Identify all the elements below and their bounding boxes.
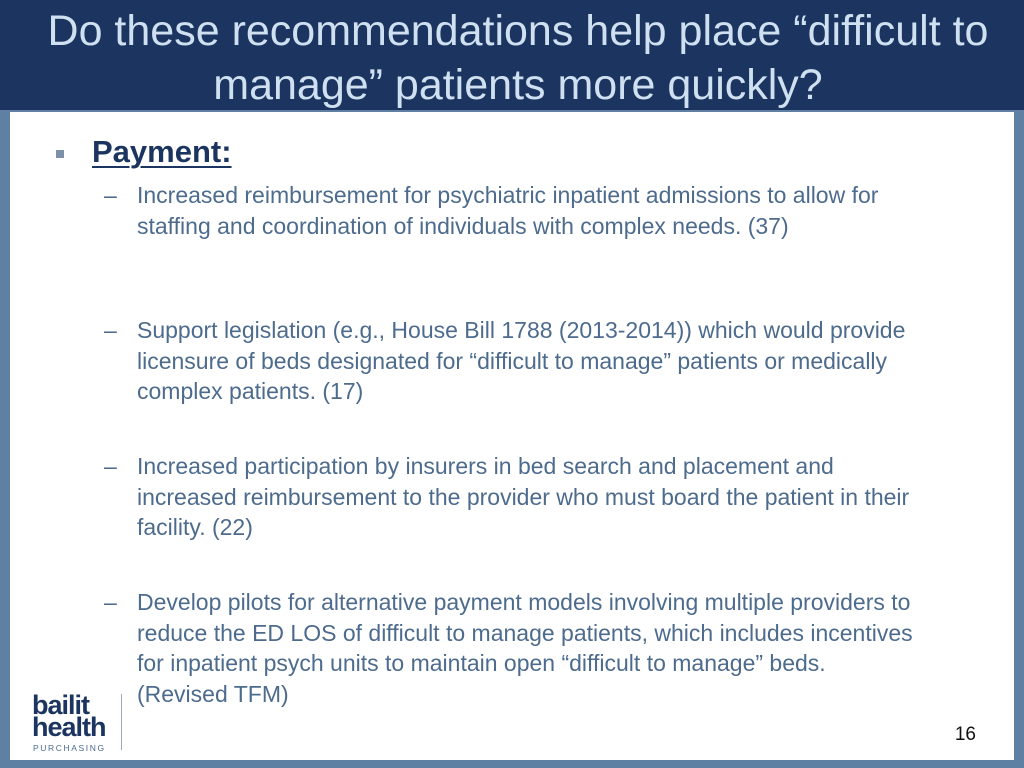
bullet-square-icon [56, 150, 64, 158]
slide-title: Do these recommendations help place “difficult to manage” patients more quickly? [47, 7, 989, 109]
logo-line-1: bailit [32, 690, 90, 720]
list-item-text: Increased participation by insurers in bed search and placement and increased reimbursement to the provider who must board the patient in their facility. (22) [137, 453, 910, 540]
dash-bullet-icon: – [104, 589, 117, 615]
slide-body [10, 112, 1014, 760]
logo-divider [121, 694, 122, 750]
logo-subtitle: PURCHASING [33, 743, 106, 753]
dash-bullet-icon: – [104, 182, 117, 208]
bailit-health-logo [32, 690, 162, 752]
logo-line-2: health [32, 712, 106, 742]
section-heading: Payment: [92, 134, 232, 169]
dash-bullet-icon: – [104, 317, 117, 343]
list-item-text: Support legislation (e.g., House Bill 1788 (2013-2014)) which would provide licensure of beds designated for “difficult to manage” patients or medically complex patients. (17) [137, 317, 906, 404]
slide-header [0, 0, 1024, 110]
list-item-text: Increased reimbursement for psychiatric inpatient admissions to allow for staffing and coordination of individuals with complex needs. (37) [137, 182, 879, 239]
page-number: 16 [954, 724, 976, 745]
list-item-text: Develop pilots for alternative payment models involving multiple providers to reduce the ED LOS of difficult to manage patients, which includes incentives for inpatient psych units to maintain open “difficult to manage” beds. (Revised TFM) [137, 589, 913, 707]
dash-bullet-icon: – [104, 453, 117, 479]
